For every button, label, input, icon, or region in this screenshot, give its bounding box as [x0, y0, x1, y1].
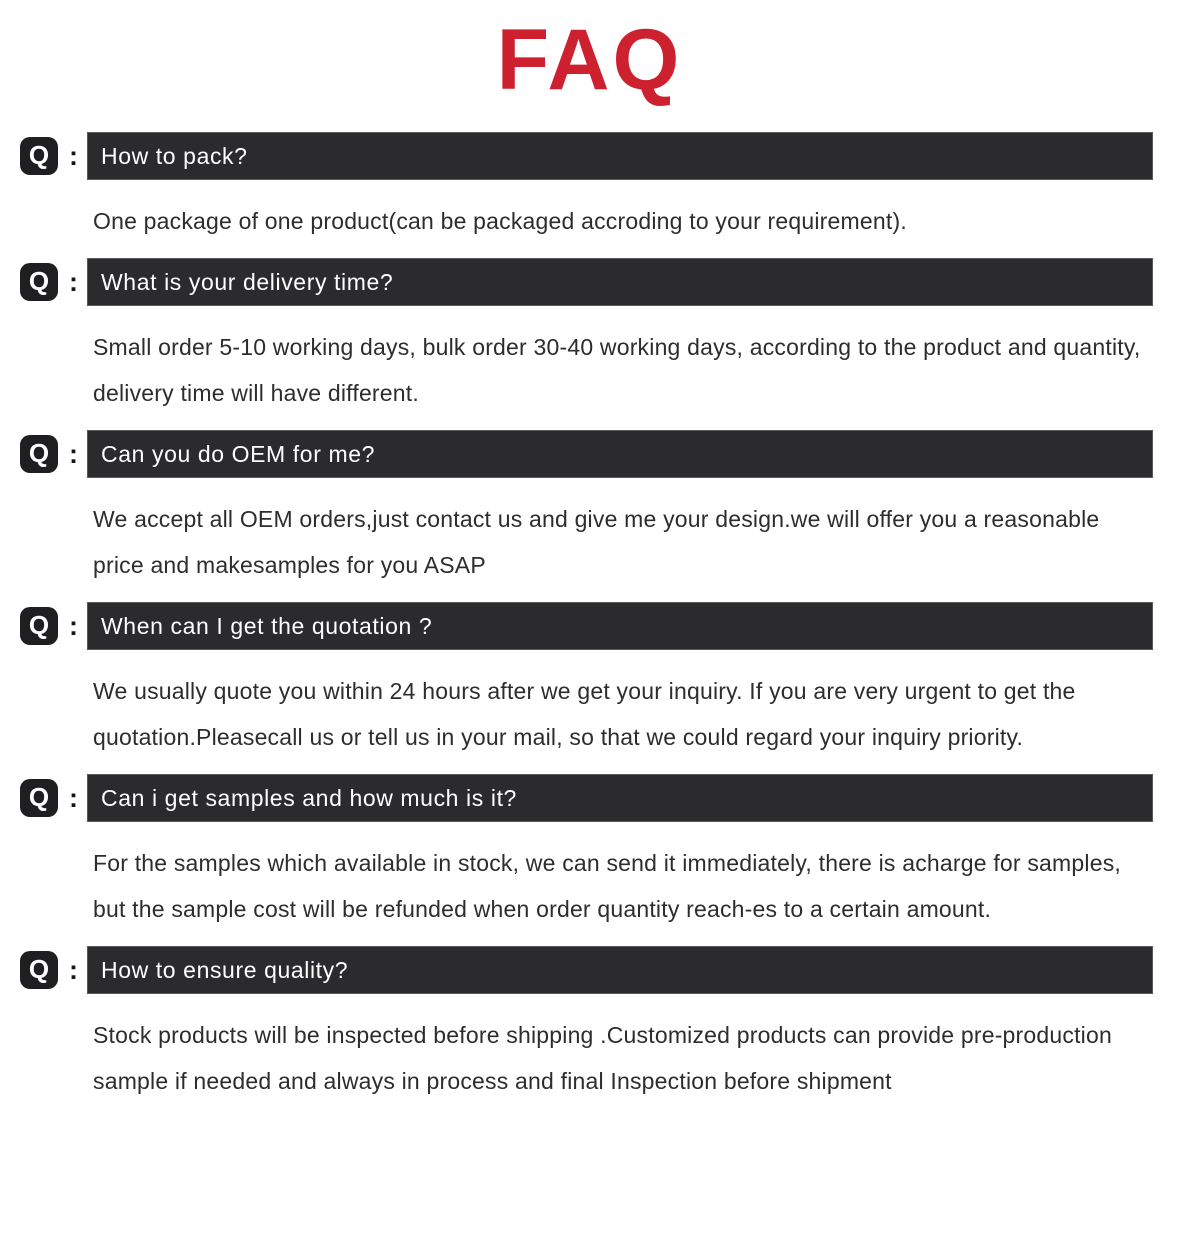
faq-item-5 [20, 774, 1153, 932]
q-colon: : [69, 267, 78, 297]
question-row [20, 258, 1153, 306]
question-text: When can I get the quotation ? [101, 612, 433, 639]
question-row [20, 946, 1153, 994]
q-badge-icon: Q [20, 951, 58, 989]
q-colon: : [69, 439, 78, 469]
q-badge-icon: Q [20, 779, 58, 817]
q-colon: : [69, 141, 78, 171]
question-text: How to ensure quality? [101, 956, 349, 983]
question-text: What is your delivery time? [101, 268, 394, 295]
faq-item-4 [20, 602, 1153, 760]
page-title: FAQ [496, 12, 683, 108]
question-bar [87, 774, 1153, 822]
faq-item-6 [20, 946, 1153, 1104]
question-bar [87, 946, 1153, 994]
q-colon: : [69, 955, 78, 985]
question-row [20, 602, 1153, 650]
question-row [20, 132, 1153, 180]
question-row [20, 430, 1153, 478]
question-bar [87, 430, 1153, 478]
answer-text: Small order 5-10 working days, bulk order 30-40 working days, according to the product and quantity, delivery time will have different. [93, 334, 1141, 406]
question-row [20, 774, 1153, 822]
question-bar [87, 132, 1153, 180]
answer-text: One package of one product(can be packaged accroding to your requirement). [93, 208, 907, 234]
faq-item-1 [20, 132, 1153, 244]
question-bar [87, 602, 1153, 650]
faq-item-2 [20, 258, 1153, 416]
question-text: Can i get samples and how much is it? [101, 784, 517, 811]
answer-text: We accept all OEM orders,just contact us and give me your design.we will offer you a reasonable price and makesamples for you ASAP [93, 506, 1100, 578]
answer-text: We usually quote you within 24 hours after we get your inquiry. If you are very urgent to get the quotation.Pleasecall us or tell us in your mail, so that we could regard your inquiry priority. [93, 678, 1076, 750]
q-badge-icon: Q [20, 263, 58, 301]
question-text: Can you do OEM for me? [101, 440, 375, 467]
question-text: How to pack? [101, 142, 248, 169]
question-bar [87, 258, 1153, 306]
q-colon: : [69, 783, 78, 813]
faq-item-3 [20, 430, 1153, 588]
q-badge-icon: Q [20, 137, 58, 175]
q-badge-icon: Q [20, 607, 58, 645]
q-badge-icon: Q [20, 435, 58, 473]
q-colon: : [69, 611, 78, 641]
answer-text: Stock products will be inspected before shipping .Customized products can provide pre-production sample if needed and always in process and final Inspection before shipment [93, 1022, 1112, 1094]
answer-text: For the samples which available in stock, we can send it immediately, there is acharge for samples, but the sample cost will be refunded when order quantity reach-es to a certain amount. [93, 850, 1121, 922]
